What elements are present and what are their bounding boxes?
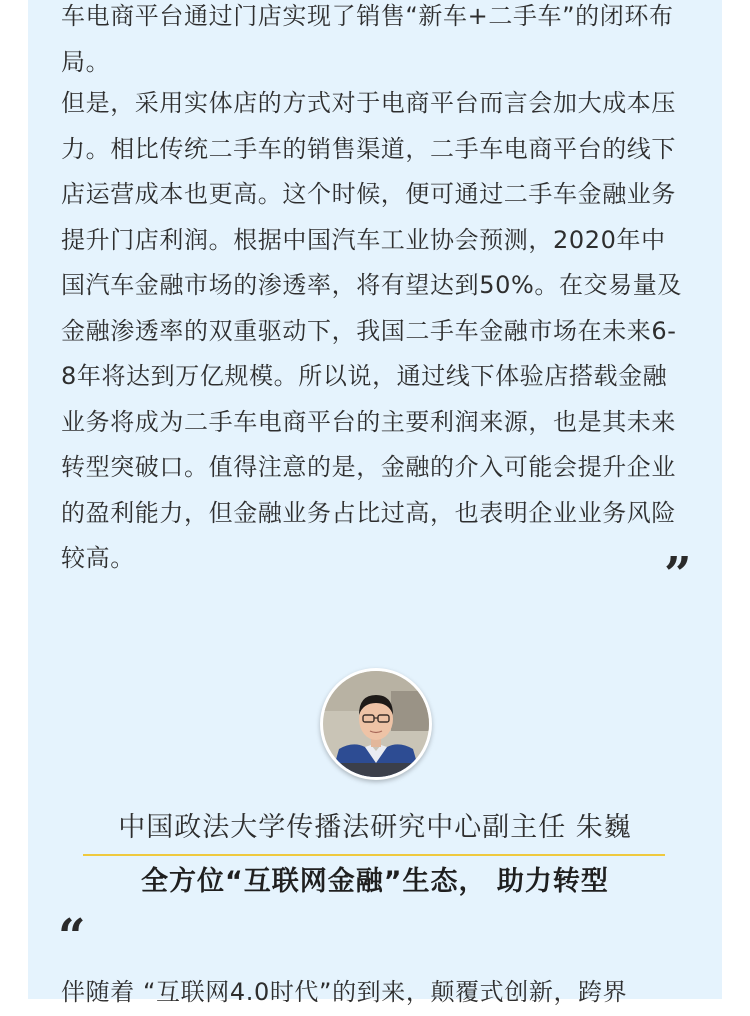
opening-quote-mark: “	[58, 909, 86, 965]
section-headline: 全方位“互联网金融”生态， 助力转型	[141, 866, 609, 897]
speaker-portrait-image	[323, 671, 429, 777]
speaker-title: 中国政法大学传播法研究中心副主任 朱巍	[118, 812, 632, 843]
article-paragraph: 车电商平台通过门店实现了销售“新车+二手车”的闭环布局。	[61, 2, 674, 76]
article-paragraph: 但是，采用实体店的方式对于电商平台而言会加大成本压力。相比传统二手车的销售渠道，二手车电商平台的线下店运营成本也更高。这个时候，便可通过二手车金融业务提升门店利润。根据中国汽车工业协会预测，2020年中国汽车金融市场的渗透率，将有望达到50%。在交易量及金融渗透率的双重驱动下，我国二手车金融市场在未来6-8年将达到万亿规模。所以说，通过线下体验店搭载金融业务将成为二手车电商平台的主要利润来源，也是其未来转型突破口。值得注意的是，金融的介入可能会提升企业的盈利能力，但金融业务占比过高，也表明企业业务风险较高。	[61, 89, 682, 572]
article-paragraph: 伴随着 “互联网4.0时代”的到来，颠覆式创新，跨界	[61, 978, 628, 1006]
speaker-avatar	[320, 668, 432, 780]
divider-line	[83, 854, 665, 856]
closing-quote-mark: ”	[664, 547, 692, 603]
